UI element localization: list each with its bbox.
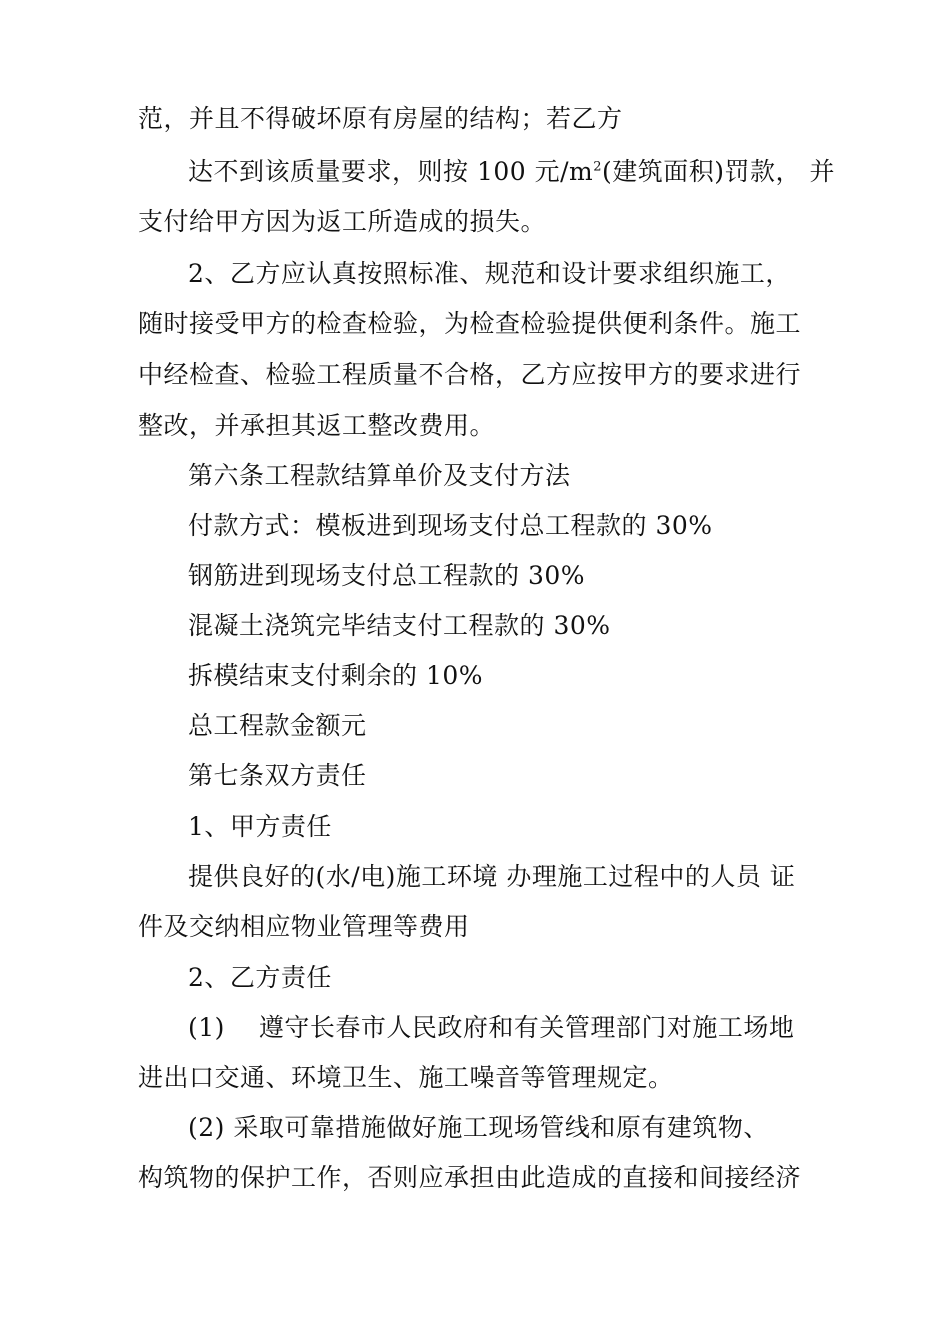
superscript-2: 2 <box>593 159 603 175</box>
payment-concrete-line: 混凝土浇筑完毕结支付工程款的 30% <box>188 611 611 640</box>
party-b-item-2-line-2: 构筑物的保护工作，否则应承担由此造成的直接和间接经济 <box>138 1163 802 1192</box>
party-b-heading: 2、乙方责任 <box>188 963 332 992</box>
text-line-7: 整改，并承担其返工整改费用。 <box>138 411 496 440</box>
text-line-4: 2、乙方应认真按照标准、规范和设计要求组织施工， <box>188 259 791 288</box>
text-line-3: 支付给甲方因为返工所造成的损失。 <box>138 207 547 236</box>
total-amount-line: 总工程款金额元 <box>188 711 367 740</box>
section-heading-7: 第七条双方责任 <box>188 761 367 790</box>
party-a-text-2: 件及交纳相应物业管理等费用 <box>138 912 470 941</box>
section-heading-6: 第六条工程款结算单价及支付方法 <box>188 461 571 490</box>
text-line-2 <box>0 155 950 189</box>
payment-method-line: 付款方式：模板进到现场支付总工程款的 30% <box>188 511 713 540</box>
party-b-item-1-line-2: 进出口交通、环境卫生、施工噪音等管理规定。 <box>138 1063 674 1092</box>
party-b-item-2-line-1: (2) 采取可靠措施做好施工现场管线和原有建筑物、 <box>188 1113 769 1142</box>
text-line-2-part-b: (建筑面积)罚款， 并 <box>602 157 835 186</box>
text-line-6: 中经检查、检验工程质量不合格，乙方应按甲方的要求进行 <box>138 360 802 389</box>
text-line-1: 范，并且不得破坏原有房屋的结构；若乙方 <box>138 104 623 133</box>
payment-rebar-line: 钢筋进到现场支付总工程款的 30% <box>188 561 586 590</box>
party-a-heading: 1、甲方责任 <box>188 812 332 841</box>
party-b-item-1-line-1: (1) 遵守长春市人民政府和有关管理部门对施工场地 <box>188 1013 795 1042</box>
text-line-2-part-a: 达不到该质量要求，则按 100 元/m <box>188 157 594 186</box>
text-line-5: 随时接受甲方的检查检验，为检查检验提供便利条件。施工 <box>138 309 802 338</box>
payment-remaining-line: 拆模结束支付剩余的 10% <box>188 661 484 690</box>
party-a-text-1: 提供良好的(水/电)施工环境 办理施工过程中的人员 证 <box>188 862 796 891</box>
